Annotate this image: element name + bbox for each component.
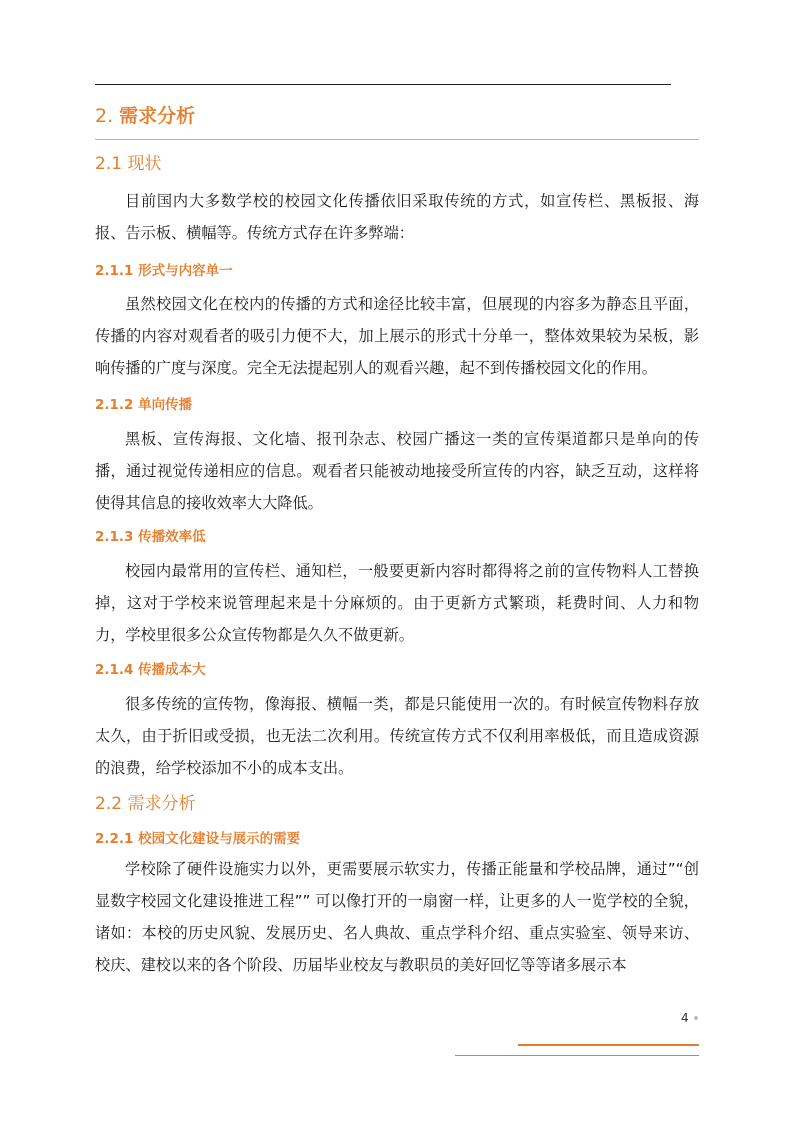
section-2-1-4-body: 很多传统的宣传物，像海报、横幅一类，都是只能使用一次的。有时候宣传物料存放太久，由于折旧或受损，也无法二次利用。传统宣传方式不仅利用率极低，而且造成资源的浪费，给学校添加不小的成本支出。 [95, 695, 699, 777]
section-2-2-title: 2.2 需求分析 [95, 794, 196, 814]
section-2-2-1-title: 2.2.1 校园文化建设与展示的需要 [95, 831, 301, 847]
footer-accent-line-upper [518, 1044, 699, 1046]
section-2-1-3-body: 校园内最常用的宣传栏、通知栏，一般要更新内容时都得将之前的宣传物料人工替换掉，这对于学校来说管理起来是十分麻烦的。由于更新方式繁琐，耗费时间、人力和物力，学校里很多公众宣传物都是久久不做更新。 [95, 562, 699, 644]
section-2-1-2-body: 黑板、宣传海报、文化墙、报刊杂志、校园广播这一类的宣传渠道都只是单向的传播，通过视觉传递相应的信息。观看者只能被动地接受所宣传的内容，缺乏互动，这样将使得其信息的接收效率大大降低。 [95, 430, 699, 512]
section-2-1-1-body: 虽然校园文化在校内的传播的方式和途径比较丰富，但展现的内容多为静态且平面，传播的内容对观看者的吸引力便不大，加上展示的形式十分单一，整体效果较为呆板，影响传播的广度与深度。完全无法提起别人的观看兴趣，起不到传播校园文化的作用。 [95, 295, 699, 377]
section-2-1-1-title: 2.1.1 形式与内容单一 [95, 263, 233, 279]
section-2-1-title: 2.1 现状 [95, 154, 162, 174]
chapter-title-text: 需求分析 [119, 105, 196, 127]
page-number-dot [694, 1016, 698, 1020]
section-2-1-intro: 目前国内大多数学校的校园文化传播依旧采取传统的方式，如宣传栏、黑板报、海报、告示板、横幅等。传统方式存在许多弊端： [95, 192, 699, 242]
section-2-1-2-title: 2.1.2 单向传播 [95, 397, 193, 413]
footer-accent-line-lower [455, 1055, 699, 1056]
chapter-heading [95, 100, 699, 140]
section-2-2-1-body: 学校除了硬件设施实力以外，更需要展示软实力，传播正能量和学校品牌，通过”“创显数字校园文化建设推进工程”” 可以像打开的一扇窗一样，让更多的人一览学校的全貌，诸如：本校的历史风貌、发展历史、名人典故、重点学科介绍、重点实验室、领导来访、校庆、建校以来的各个阶段、历届毕业校友与教职员的美好回忆等等诸多展示本 [95, 860, 699, 974]
chapter-title [95, 100, 699, 132]
section-2-1-4-title: 2.1.4 传播成本大 [95, 662, 206, 678]
page-number: 4 [681, 1011, 689, 1025]
section-2-1-3-title: 2.1.3 传播效率低 [95, 529, 206, 545]
header-rule [95, 84, 671, 85]
chapter-number: 2. [95, 105, 114, 127]
chapter-underline [95, 139, 699, 140]
